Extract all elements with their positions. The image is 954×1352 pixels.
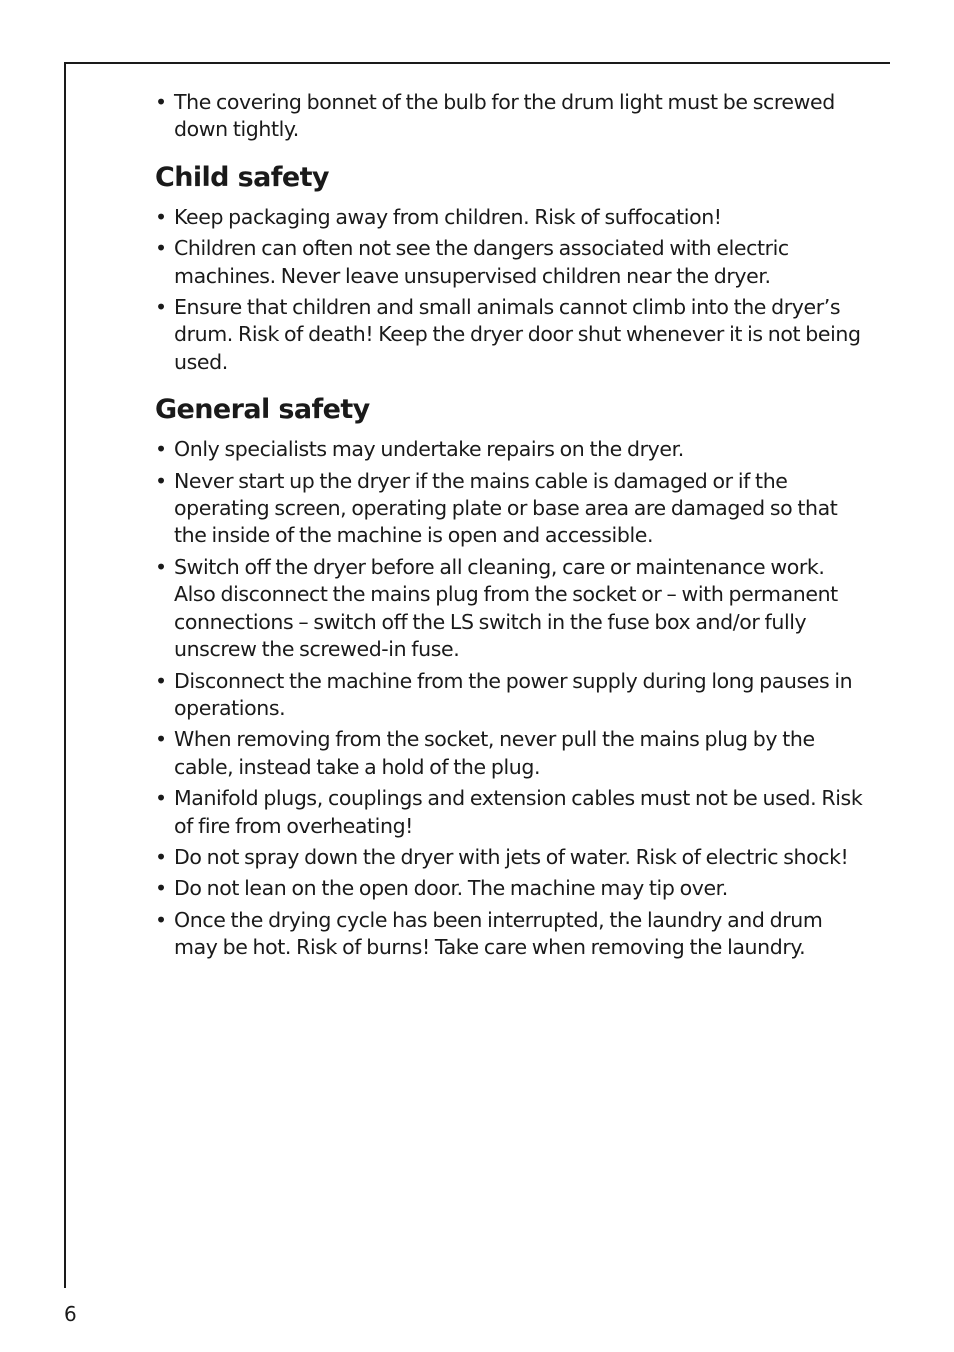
- bullet-icon: •: [155, 236, 167, 261]
- section-heading-general-safety: General safety: [155, 394, 370, 426]
- list-item-text: Disconnect the machine from the power supply during long pauses in operations.: [174, 668, 853, 720]
- list-item-text: Ensure that children and small animals cannot climb into the dryer’s drum. Risk of death! Keep the dryer door shut whenever it is not being used.: [174, 295, 861, 374]
- list-item-text: Children can often not see the dangers associated with electric machines. Never leave unsupervised children near the dryer.: [174, 236, 789, 288]
- bullet-icon: •: [155, 668, 167, 693]
- bullet-icon: •: [155, 844, 167, 869]
- bullet-icon: •: [155, 468, 167, 493]
- general-safety-list: [155, 436, 870, 961]
- bullet-icon: •: [155, 876, 167, 901]
- list-item: [155, 785, 870, 840]
- list-item-text: The covering bonnet of the bulb for the drum light must be screwed down tightly.: [174, 90, 835, 142]
- list-item: [155, 554, 870, 664]
- list-item: [155, 668, 870, 723]
- list-item-text: Never start up the dryer if the mains cable is damaged or if the operating screen, operating plate or base area are damaged so that the inside of the machine is open and accessible.: [174, 468, 838, 548]
- list-item: [155, 468, 870, 550]
- list-item: [155, 89, 870, 144]
- bullet-icon: •: [155, 786, 167, 811]
- child-safety-list: [155, 204, 870, 376]
- list-item: [155, 294, 870, 376]
- list-item: [155, 907, 870, 962]
- list-item: [155, 726, 870, 781]
- list-item: [155, 204, 870, 231]
- list-item-text: Keep packaging away from children. Risk of suffocation!: [174, 204, 722, 229]
- list-item: [155, 875, 870, 902]
- list-item: [155, 235, 870, 290]
- page-frame-top-rule: [64, 62, 890, 64]
- list-item-text: Only specialists may undertake repairs on the dryer.: [174, 437, 684, 462]
- bullet-icon: •: [155, 727, 167, 752]
- intro-list: [155, 89, 870, 144]
- bullet-icon: •: [155, 204, 167, 229]
- bullet-icon: •: [155, 554, 167, 579]
- page-number: 6: [64, 1302, 77, 1326]
- list-item-text: Do not spray down the dryer with jets of water. Risk of electric shock!: [174, 844, 849, 869]
- list-item-text: Switch off the dryer before all cleaning, care or maintenance work. Also disconnect the mains plug from the socket or – with permanent connections – switch off the LS switch in the fuse box and/or fully unscrew the screwed-in fuse.: [174, 554, 838, 662]
- bullet-icon: •: [155, 437, 167, 462]
- page-content: [155, 89, 870, 966]
- list-item: [155, 436, 870, 463]
- list-item: [155, 844, 870, 871]
- page-frame-left-rule: [64, 62, 66, 1288]
- list-item-text: Manifold plugs, couplings and extension cables must not be used. Risk of fire from overheating!: [174, 786, 863, 838]
- list-item-text: Once the drying cycle has been interrupted, the laundry and drum may be hot. Risk of burns! Take care when removing the laundry.: [174, 907, 823, 960]
- bullet-icon: •: [155, 295, 167, 320]
- list-item-text: Do not lean on the open door. The machine may tip over.: [174, 876, 728, 901]
- section-heading-child-safety: Child safety: [155, 161, 329, 193]
- bullet-icon: •: [155, 907, 167, 932]
- list-item-text: When removing from the socket, never pull the mains plug by the cable, instead take a hold of the plug.: [174, 727, 815, 779]
- bullet-icon: •: [155, 90, 167, 114]
